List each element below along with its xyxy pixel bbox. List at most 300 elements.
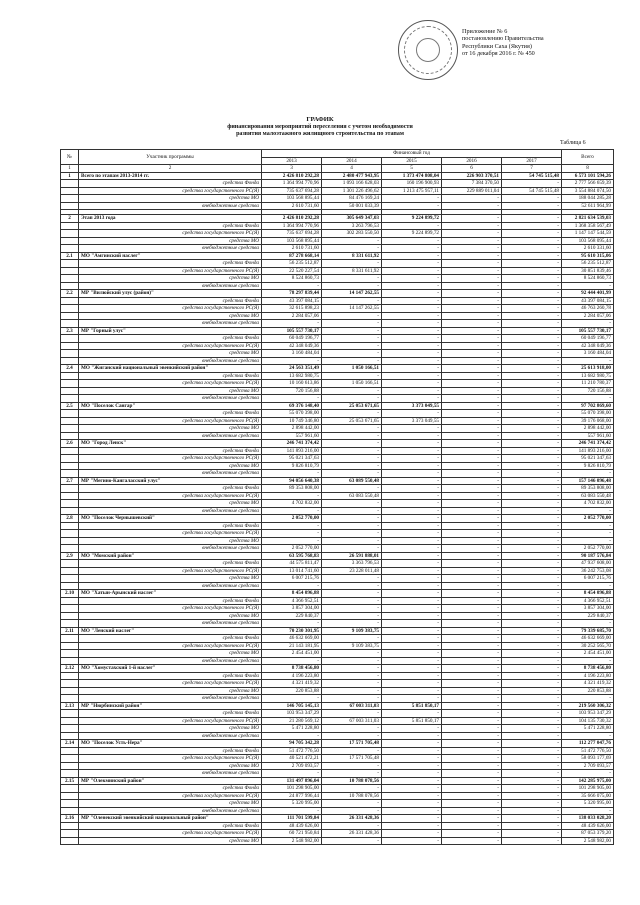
year-value: 4 366 952,51 — [262, 597, 322, 605]
year-value: 17 571 705,48 — [322, 755, 382, 763]
year-value: - — [502, 770, 562, 778]
year-value: - — [322, 395, 382, 403]
total-value: - — [562, 282, 614, 290]
year-value: - — [502, 762, 562, 770]
year-value: - — [442, 342, 502, 350]
row-number — [61, 717, 79, 725]
table-row-participant — [61, 327, 614, 335]
header-year: 2017 — [502, 157, 562, 165]
year-value: - — [502, 267, 562, 275]
year-value: - — [322, 657, 382, 665]
table-row-source — [61, 312, 614, 320]
total-value: 51 472 776,50 — [562, 747, 614, 755]
year-value: - — [382, 372, 442, 380]
table-row-source — [61, 222, 614, 230]
year-value: - — [442, 740, 502, 748]
year-value: 42 348 049,36 — [262, 342, 322, 350]
year-value: 21 280 569,12 — [262, 717, 322, 725]
total-value: 39 176 068,00 — [562, 417, 614, 425]
funding-source-label: средства Фонда — [79, 447, 262, 455]
year-value: - — [382, 642, 442, 650]
table-row-source — [61, 582, 614, 590]
total-value: 2 777 566 659,39 — [562, 180, 614, 188]
table-column-numbers-row — [61, 165, 614, 173]
table-row-source — [61, 725, 614, 733]
table-row-source — [61, 417, 614, 425]
table-row-participant — [61, 552, 614, 560]
funding-source-label: средства МО — [79, 387, 262, 395]
header-year: 2013 — [262, 157, 322, 165]
year-value: - — [442, 530, 502, 538]
year-value: - — [442, 447, 502, 455]
year-value: 67 003 311,03 — [322, 717, 382, 725]
year-value: - — [322, 635, 382, 643]
row-number — [61, 222, 79, 230]
funding-source-label: средства государственного РС(Я) — [79, 342, 262, 350]
year-value: - — [322, 312, 382, 320]
year-value: - — [322, 732, 382, 740]
table-row-source — [61, 650, 614, 658]
funding-source-label: внебюджетные средства — [79, 357, 262, 365]
total-value: 6 007 215,76 — [562, 575, 614, 583]
year-value: - — [502, 387, 562, 395]
year-value: - — [442, 327, 502, 335]
year-value: - — [502, 815, 562, 823]
document-subtitle: финансирования мероприятий переселения с учетом необходимости — [227, 124, 413, 130]
year-value: 2 052 770,00 — [262, 545, 322, 553]
year-value: - — [262, 657, 322, 665]
row-number — [61, 335, 79, 343]
year-value: - — [382, 357, 442, 365]
funding-source-label: средства МО — [79, 350, 262, 358]
funding-source-label: средства Фонда — [79, 410, 262, 418]
year-value: 26 591 888,01 — [322, 552, 382, 560]
funding-source-label: средства государственного РС(Я) — [79, 417, 262, 425]
row-number — [61, 470, 79, 478]
total-value: 2 898 442,00 — [562, 425, 614, 433]
table-row-source — [61, 822, 614, 830]
year-value: - — [442, 290, 502, 298]
year-value: 9 109 383,75 — [322, 627, 382, 635]
year-value: - — [502, 395, 562, 403]
funding-source-label: средства МО — [79, 650, 262, 658]
year-value: - — [262, 522, 322, 530]
year-value: - — [382, 792, 442, 800]
year-value: - — [502, 665, 562, 673]
total-value: 142 285 975,00 — [562, 777, 614, 785]
year-value: - — [502, 275, 562, 283]
funding-source-label: средства Фонда — [79, 672, 262, 680]
funding-source-label: средства государственного РС(Я) — [79, 642, 262, 650]
year-value: - — [442, 822, 502, 830]
total-value: 4 196 223,80 — [562, 672, 614, 680]
participant-name: МО "Хомустахский 1-й наслег" — [79, 665, 262, 673]
year-value: - — [442, 800, 502, 808]
table-row-source — [61, 320, 614, 328]
total-value: 105 557 730,17 — [562, 327, 614, 335]
row-number — [61, 485, 79, 493]
total-value: 8 524 860,73 — [562, 275, 614, 283]
year-value: - — [442, 635, 502, 643]
funding-source-label: средства Фонда — [79, 635, 262, 643]
year-value: 103 568 895,44 — [262, 195, 322, 203]
year-value: - — [322, 245, 382, 253]
year-value: - — [502, 740, 562, 748]
year-value: - — [502, 725, 562, 733]
year-value: - — [502, 792, 562, 800]
total-value: 6 573 101 594,26 — [562, 172, 614, 180]
year-value: - — [262, 807, 322, 815]
total-value: 4 366 952,51 — [562, 597, 614, 605]
total-value: 246 741 374,42 — [562, 440, 614, 448]
year-value: - — [502, 477, 562, 485]
total-value: 157 146 096,48 — [562, 477, 614, 485]
total-value: 103 568 095,44 — [562, 237, 614, 245]
year-value: - — [502, 410, 562, 418]
year-value: 1 364 994 770,96 — [262, 222, 322, 230]
year-value: - — [442, 725, 502, 733]
row-number — [61, 597, 79, 605]
year-value: - — [502, 747, 562, 755]
total-value: 63 083 550,48 — [562, 492, 614, 500]
table-row-participant — [61, 215, 614, 223]
year-value: - — [382, 440, 442, 448]
total-value: 138 033 028,20 — [562, 815, 614, 823]
funding-source-label: внебюджетные средства — [79, 245, 262, 253]
row-number — [61, 620, 79, 628]
year-value: - — [382, 462, 442, 470]
total-value: 101 298 905,00 — [562, 785, 614, 793]
year-value: - — [382, 627, 442, 635]
row-number: 2.11 — [61, 627, 79, 635]
row-number: 2.2 — [61, 290, 79, 298]
funding-source-label: средства МО — [79, 612, 262, 620]
year-value: - — [502, 837, 562, 845]
row-number — [61, 792, 79, 800]
funding-source-label: средства МО — [79, 800, 262, 808]
table-row-source — [61, 687, 614, 695]
year-value: 3 263 796,53 — [322, 222, 382, 230]
funding-source-label: средства Фонда — [79, 180, 262, 188]
year-value: - — [502, 597, 562, 605]
year-value: - — [322, 650, 382, 658]
row-number — [61, 305, 79, 313]
year-value: - — [322, 522, 382, 530]
participant-name: МО "Хатын-Арынский наслег" — [79, 590, 262, 598]
year-value: - — [382, 747, 442, 755]
year-value: - — [442, 410, 502, 418]
year-value: - — [442, 305, 502, 313]
year-value: - — [442, 507, 502, 515]
year-value: 89 353 808,00 — [262, 485, 322, 493]
total-value: 103 953 347,29 — [562, 710, 614, 718]
year-value: - — [502, 447, 562, 455]
year-value: - — [322, 575, 382, 583]
total-value: 30 252 565,70 — [562, 642, 614, 650]
row-number — [61, 807, 79, 815]
year-value: - — [382, 837, 442, 845]
year-value: 5 320 995,00 — [262, 800, 322, 808]
appendix-line: от 16 декабря 2016 г. № 450 — [462, 50, 535, 58]
year-value: 246 741 374,42 — [262, 440, 322, 448]
table-row-source — [61, 395, 614, 403]
year-value: - — [442, 710, 502, 718]
year-value: - — [502, 680, 562, 688]
year-value: - — [442, 417, 502, 425]
total-value: 95 610 315,06 — [562, 252, 614, 260]
funding-source-label: внебюджетные средства — [79, 770, 262, 778]
col-number: 4 — [322, 165, 382, 173]
row-number: 2.12 — [61, 665, 79, 673]
year-value: - — [442, 837, 502, 845]
row-number — [61, 837, 79, 845]
row-number: 2.14 — [61, 740, 79, 748]
table-row-source — [61, 282, 614, 290]
year-value: - — [442, 477, 502, 485]
row-number — [61, 425, 79, 433]
table-row-source — [61, 575, 614, 583]
year-value: - — [502, 380, 562, 388]
year-value: - — [442, 387, 502, 395]
table-row-source — [61, 755, 614, 763]
year-value: - — [502, 327, 562, 335]
total-value: 2 284 057,06 — [562, 312, 614, 320]
total-value: 60 049 196,77 — [562, 335, 614, 343]
row-number — [61, 357, 79, 365]
year-value: - — [262, 582, 322, 590]
year-value: - — [382, 770, 442, 778]
year-value: - — [322, 432, 382, 440]
table-row-source — [61, 710, 614, 718]
total-value: 30 851 839,46 — [562, 267, 614, 275]
table-row-source — [61, 432, 614, 440]
year-value: 63 089 550,48 — [322, 477, 382, 485]
header-participant: Участник программы — [79, 150, 262, 165]
year-value: - — [382, 477, 442, 485]
total-value: 11 210 780,37 — [562, 380, 614, 388]
year-value: - — [442, 260, 502, 268]
year-value: - — [262, 357, 322, 365]
row-number: 2 — [61, 215, 79, 223]
table-row-source — [61, 800, 614, 808]
year-value: - — [502, 222, 562, 230]
year-value: - — [382, 612, 442, 620]
total-value: 220 853,88 — [562, 687, 614, 695]
table-header-row — [61, 150, 614, 158]
year-value: - — [322, 447, 382, 455]
row-number — [61, 762, 79, 770]
header-financing-year: Финансовый год — [262, 150, 562, 158]
year-value: - — [502, 402, 562, 410]
total-value: 46 763 260,78 — [562, 305, 614, 313]
participant-name: МО "Ленский наслег" — [79, 627, 262, 635]
year-value: 95 021 347,63 — [262, 455, 322, 463]
year-value: - — [502, 732, 562, 740]
participant-name: МО "Жиганский национальный эвенкийский район" — [79, 365, 262, 373]
year-value: - — [502, 657, 562, 665]
header-year: 2016 — [442, 157, 502, 165]
year-value: 1 093 166 628,03 — [322, 180, 382, 188]
total-value: 2 052 770,00 — [562, 515, 614, 523]
table-row-source — [61, 642, 614, 650]
table-row-source — [61, 305, 614, 313]
year-value: - — [442, 515, 502, 523]
total-value: 3 857 304,00 — [562, 605, 614, 613]
year-value: - — [322, 837, 382, 845]
row-number — [61, 560, 79, 568]
year-value: - — [322, 507, 382, 515]
funding-source-label: внебюджетные средства — [79, 202, 262, 210]
year-value: - — [322, 822, 382, 830]
year-value: - — [322, 462, 382, 470]
total-value: 58 093 177,69 — [562, 755, 614, 763]
total-value: 2 548 982,00 — [562, 837, 614, 845]
row-number: 2.3 — [61, 327, 79, 335]
table-row-participant — [61, 702, 614, 710]
year-value: - — [442, 395, 502, 403]
year-value: - — [382, 237, 442, 245]
year-value: - — [502, 800, 562, 808]
table-row-participant — [61, 440, 614, 448]
year-value: - — [502, 552, 562, 560]
total-value: 42 348 049,36 — [562, 342, 614, 350]
year-value: 141 893 216,00 — [262, 447, 322, 455]
year-value: - — [442, 537, 502, 545]
header-total: Всего — [562, 150, 614, 165]
year-value: - — [382, 807, 442, 815]
year-value: 146 705 145,13 — [262, 702, 322, 710]
year-value: 4 321 419,32 — [262, 680, 322, 688]
year-value: 4 196 223,80 — [262, 672, 322, 680]
year-value: 9 224 899,72 — [382, 215, 442, 223]
row-number: 1 — [61, 172, 79, 180]
table-row-source — [61, 342, 614, 350]
year-value: - — [322, 440, 382, 448]
row-number — [61, 260, 79, 268]
year-value: - — [322, 710, 382, 718]
table-row-source — [61, 635, 614, 643]
row-number — [61, 695, 79, 703]
total-value: 48 439 626,00 — [562, 822, 614, 830]
funding-source-label: средства государственного РС(Я) — [79, 267, 262, 275]
funding-source-label: средства Фонда — [79, 260, 262, 268]
year-value: - — [442, 372, 502, 380]
year-value: 10 160 613,86 — [262, 380, 322, 388]
year-value: - — [322, 372, 382, 380]
funding-source-label: средства государственного РС(Я) — [79, 567, 262, 575]
year-value: 13 682 980,75 — [262, 372, 322, 380]
year-value: - — [382, 822, 442, 830]
year-value: - — [322, 620, 382, 628]
year-value: - — [382, 740, 442, 748]
year-value: - — [502, 215, 562, 223]
total-value: 35 666 075,00 — [562, 792, 614, 800]
year-value: - — [442, 612, 502, 620]
year-value: - — [382, 830, 442, 838]
year-value: - — [382, 695, 442, 703]
year-value: - — [322, 455, 382, 463]
funding-source-label: средства Фонда — [79, 222, 262, 230]
year-value: - — [502, 515, 562, 523]
table-row-source — [61, 297, 614, 305]
table-row-source — [61, 267, 614, 275]
col-number: 6 — [442, 165, 502, 173]
year-value: - — [322, 687, 382, 695]
table-row-source — [61, 747, 614, 755]
year-value: 24 877 996,44 — [262, 792, 322, 800]
year-value: - — [382, 687, 442, 695]
year-value: - — [442, 440, 502, 448]
year-value: - — [502, 687, 562, 695]
participant-name: МР "Нюрбинский район" — [79, 702, 262, 710]
table-row-source — [61, 275, 614, 283]
year-value: 1 301 226 496,62 — [322, 187, 382, 195]
year-value: 78 297 839,44 — [262, 290, 322, 298]
year-value: - — [502, 297, 562, 305]
table-row-source — [61, 717, 614, 725]
year-value: - — [442, 762, 502, 770]
total-value: 219 560 306,32 — [562, 702, 614, 710]
year-value: 14 147 262,55 — [322, 290, 382, 298]
row-number: 2.10 — [61, 590, 79, 598]
total-value: 25 613 918,00 — [562, 365, 614, 373]
table-row-source — [61, 605, 614, 613]
year-value: 735 637 694,28 — [262, 187, 322, 195]
total-value: - — [562, 470, 614, 478]
year-value: - — [442, 575, 502, 583]
year-value: 17 571 705,48 — [322, 740, 382, 748]
year-value: - — [382, 605, 442, 613]
total-value: 3 554 884 074,50 — [562, 187, 614, 195]
year-value: - — [442, 597, 502, 605]
year-value: - — [262, 695, 322, 703]
year-value: - — [322, 297, 382, 305]
year-value: 23 228 011,48 — [322, 567, 382, 575]
year-value: - — [322, 342, 382, 350]
year-value: 720 156,88 — [262, 387, 322, 395]
year-value: 60 049 196,77 — [262, 335, 322, 343]
year-value: - — [382, 815, 442, 823]
year-value: - — [502, 545, 562, 553]
row-number: 2.4 — [61, 365, 79, 373]
year-value: - — [262, 492, 322, 500]
row-number — [61, 635, 79, 643]
year-value: 1 364 994 770,96 — [262, 180, 322, 188]
year-value: - — [442, 582, 502, 590]
year-value: - — [442, 522, 502, 530]
funding-source-label: средства Фонда — [79, 335, 262, 343]
year-value: 3 857 304,00 — [262, 605, 322, 613]
year-value: - — [382, 762, 442, 770]
row-number — [61, 747, 79, 755]
year-value: 9 109 383,75 — [322, 642, 382, 650]
year-value: - — [442, 380, 502, 388]
participant-name: МР "Оленекский эвенкийский национальный район" — [79, 815, 262, 823]
year-value: - — [442, 650, 502, 658]
year-value: - — [382, 530, 442, 538]
row-number — [61, 770, 79, 778]
funding-source-label: внебюджетные средства — [79, 807, 262, 815]
year-value: 63 083 550,48 — [322, 492, 382, 500]
year-value: - — [382, 665, 442, 673]
row-number: 2.1 — [61, 252, 79, 260]
year-value: - — [502, 605, 562, 613]
table-row-source — [61, 657, 614, 665]
total-value: 90 187 576,84 — [562, 552, 614, 560]
table-row-participant — [61, 477, 614, 485]
row-number — [61, 432, 79, 440]
year-value: - — [442, 500, 502, 508]
